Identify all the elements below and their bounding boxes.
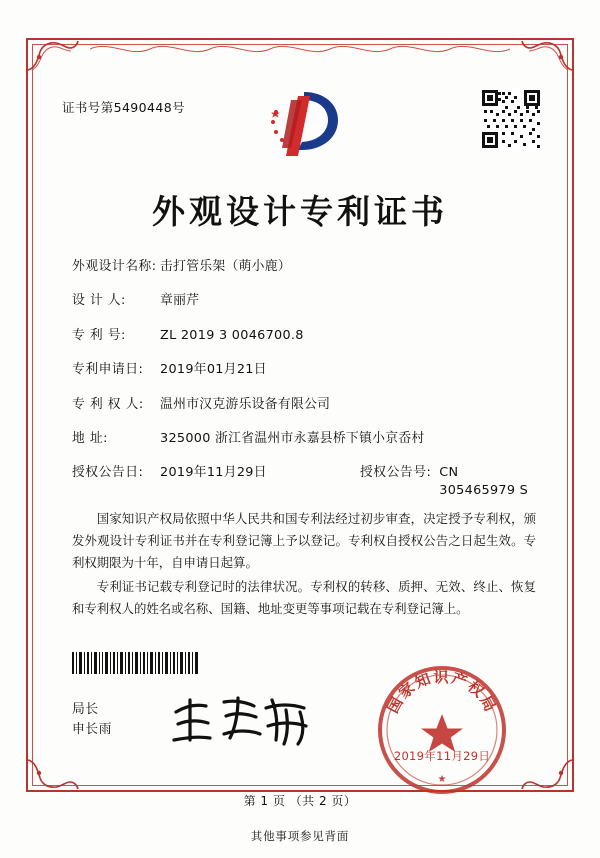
paragraph-2: 专利证书记载专利登记时的法律状况。专利权的转移、质押、无效、终止、恢复和专利权人的姓名或名称、国籍、地址变更等事项记载在专利登记簿上。 [72,579,536,617]
svg-text:★: ★ [437,774,447,785]
page-title: 外观设计专利证书 [152,192,448,231]
field-value: 2019年01月21日 [160,362,267,378]
svg-text:国家知识产权局: 国家知识产权局 [383,668,501,717]
field-grant-announcement [72,464,536,500]
director-signature-block [72,700,112,740]
field-label: 授权公告日: [72,465,144,481]
legal-text [72,508,536,622]
field-value: 击打管乐架（萌小鹿） [160,259,291,274]
cnipa-logo-icon [258,86,342,160]
field-label: 地 址: [72,431,108,447]
seal-date: 2019年11月29日 [393,749,491,763]
page-number: 第 1 页 （共 2 页） [243,794,357,808]
handwritten-signature [168,690,318,754]
field-value: 325000 浙江省温州市永嘉县桥下镇小京岙村 [160,431,425,447]
footer-note: 其他事项参见背面 [250,829,350,843]
top-border-ornament [90,40,510,58]
field-label: 专 利 号: [72,327,126,343]
field-patentee [72,396,536,414]
paragraph-1: 国家知识产权局依照中华人民共和国专利法经过初步审查，决定授予专利权，颁发外观设计专利证书并在专利登记簿上予以登记。专利权自授权公告之日起生效。专利权期限为十年，自申请日起算。 [72,511,536,571]
corner-flourish-icon [520,38,574,72]
field-value: ZL 2019 3 0046700.8 [160,327,304,343]
director-name: 申长雨 [72,721,112,737]
field-value: 2019年11月29日 [160,465,267,481]
fields-list [72,258,536,517]
field-address [72,430,536,448]
field-label-secondary: 授权公告号: [360,465,432,481]
field-value: 章丽芹 [160,293,200,309]
field-label: 专 利 权 人: [72,396,144,412]
official-seal [376,664,508,796]
field-designer [72,292,536,310]
certificate-number: 证书号第5490448号 [62,100,185,115]
field-value-secondary: CN 305465979 S [439,465,529,499]
director-label: 局长 [72,702,99,717]
corner-flourish-icon [26,38,80,72]
corner-flourish-icon [26,758,80,792]
field-application-date [72,361,536,379]
field-label: 专利申请日: [72,362,144,378]
field-patent-number [72,327,536,345]
field-value: 温州市汉克游乐设备有限公司 [160,396,331,412]
field-label: 外观设计名称: [72,259,157,274]
corner-flourish-icon [520,758,574,792]
qr-code [480,88,542,150]
field-label: 设 计 人: [72,293,126,309]
field-design-name [72,258,536,276]
barcode [72,652,198,674]
